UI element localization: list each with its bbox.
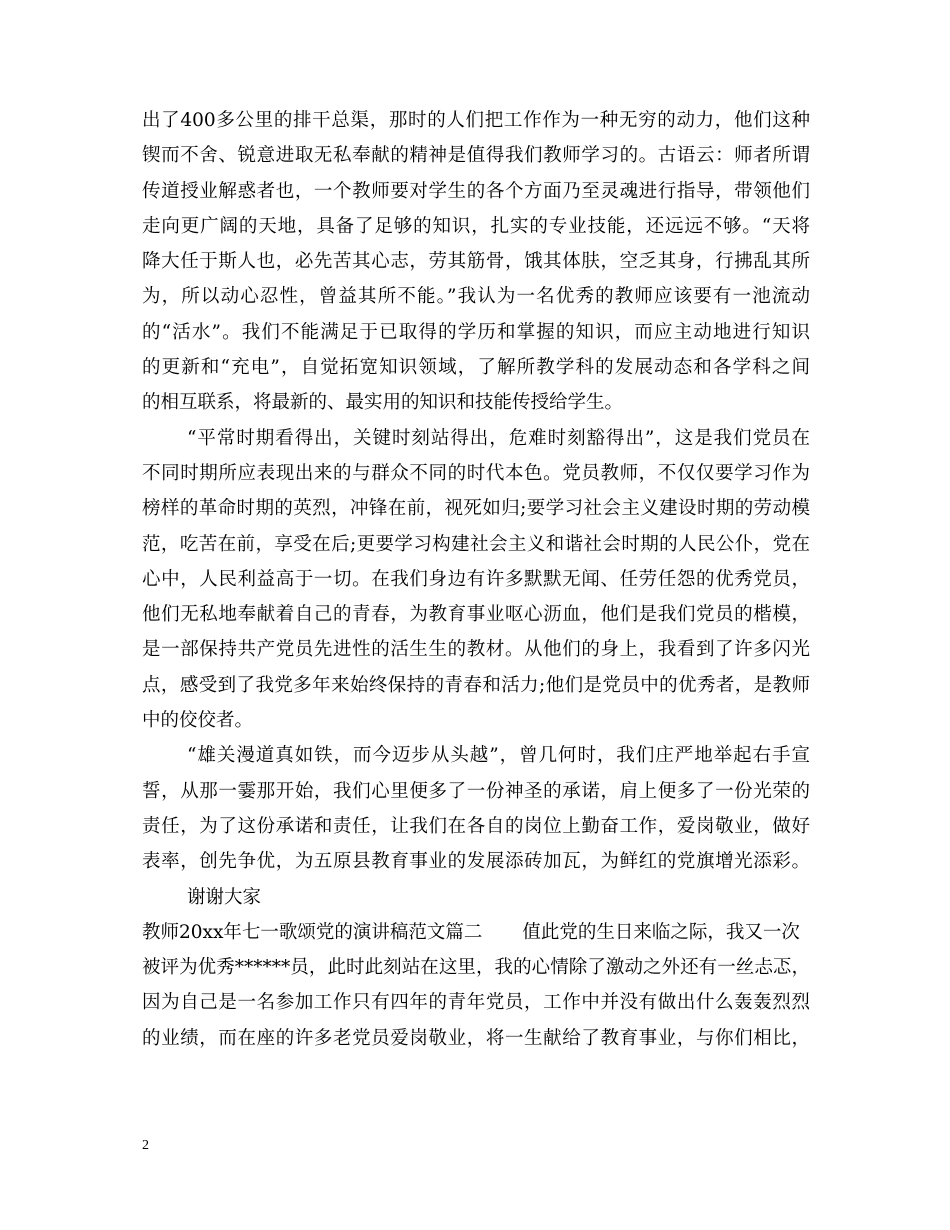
section-title: 教师20xx年七一歌颂党的演讲稿范文篇二: [142, 921, 483, 943]
text-line: 誓，从那一霎那开始，我们心里便多了一份神圣的承诺，肩上便多了一份光荣的: [142, 780, 810, 802]
text-line: 点，感受到了我党多年来始终保持的青春和活力;他们是党员中的优秀者，是教师: [142, 674, 810, 696]
page-number: 2: [142, 1138, 149, 1153]
section-title-line: [142, 915, 810, 950]
text-line: 因为自己是一名参加工作只有四年的青年党员，工作中并没有做出什么轰轰烈烈: [142, 992, 810, 1014]
text-line: 是一部保持共产党员先进性的活生生的教材。从他们的身上，我看到了许多闪光: [142, 639, 810, 661]
text-line: 范，吃苦在前，享受在后;更要学习构建社会主义和谐社会时期的人民公仆，党在: [142, 533, 810, 555]
text-line: 表率，创先争优，为五原县教育事业的发展添砖加瓦，为鲜红的党旗增光添彩。: [142, 851, 810, 873]
text-line: 为，所以动心忍性，曾益其所不能。”我认为一名优秀的教师应该要有一池流动: [142, 286, 810, 308]
text-line: 走向更广阔的天地，具备了足够的知识，扎实的专业技能，还远远不够。“天将: [142, 215, 810, 237]
text-line: 心中，人民利益高于一切。在我们身边有许多默默无闻、任劳任怨的优秀党员，: [142, 568, 810, 590]
text-line: 出了400多公里的排干总渠，那时的人们把工作作为一种无穷的动力，他们这种: [142, 110, 810, 131]
text-line: 降大任于斯人也，必先苦其心志，劳其筋骨，饿其体肤，空乏其身，行拂乱其所: [142, 251, 810, 273]
text-line: 的“活水”。我们不能满足于已取得的学历和掌握的知识，而应主动地进行知识: [142, 321, 810, 343]
text-line: 的业绩，而在座的许多老党员爱岗敬业，将一生献给了教育事业，与你们相比，: [142, 1027, 810, 1049]
text-line: 的更新和“充电”，自觉拓宽知识领域，了解所教学科的发展动态和各学科之间: [142, 357, 810, 379]
text-line: 榜样的革命时期的英烈，冲锋在前，视死如归;要学习社会主义建设时期的劳动模: [142, 498, 810, 520]
closing-line: 谢谢大家: [187, 886, 262, 908]
text-line: 不同时期所应表现出来的与群众不同的时代本色。党员教师，不仅仅要学习作为: [142, 462, 810, 484]
section-title-continuation: 值此党的生日来临之际，我又一次: [522, 921, 800, 943]
text-line: 被评为优秀******员，此时此刻站在这里，我的心情除了激动之外还有一丝忐忑，: [142, 957, 810, 979]
document-body: [142, 103, 810, 1056]
text-line: 他们无私地奉献着自己的青春，为教育事业呕心沥血，他们是我们党员的楷模，: [142, 604, 810, 626]
text-line: 锲而不舍、锐意进取无私奉献的精神是值得我们教师学习的。古语云：师者所谓: [142, 145, 810, 167]
text-line: 中的佼佼者。: [142, 710, 254, 732]
text-line: 的相互联系，将最新的、最实用的知识和技能传授给学生。: [142, 392, 624, 414]
text-line: 传道授业解惑者也，一个教师要对学生的各个方面乃至灵魂进行指导，带领他们: [142, 180, 810, 202]
paragraph-first-line: “雄关漫道真如铁，而今迈步从头越”，曾几何时，我们庄严地举起右手宣: [187, 745, 810, 767]
text-line: 责任，为了这份承诺和责任，让我们在各自的岗位上勤奋工作，爱岗敬业，做好: [142, 815, 810, 837]
paragraph-first-line: “平常时期看得出，关键时刻站得出，危难时刻豁得出”，这是我们党员在: [187, 427, 810, 449]
